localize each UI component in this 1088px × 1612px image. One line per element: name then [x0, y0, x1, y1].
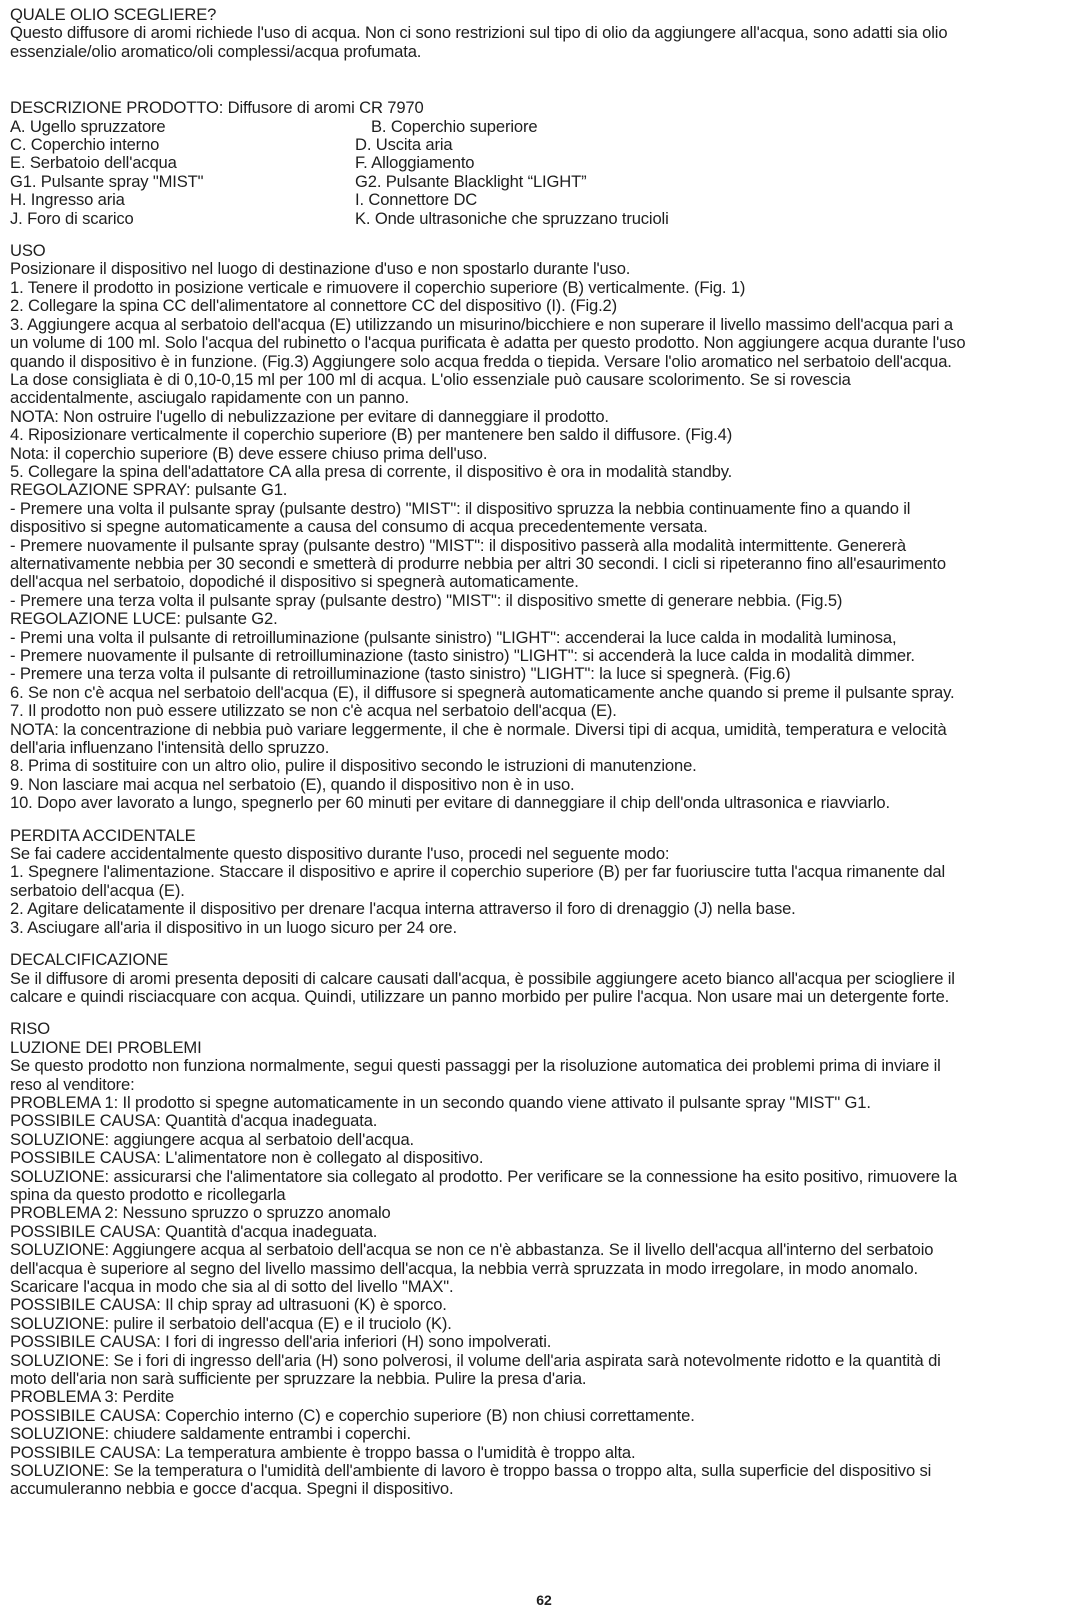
- text-line: 10. Dopo aver lavorato a lungo, spegnerlo per 60 minuti per evitare di danneggiare il chip dell'onda ultrasonica e riavviarlo.: [10, 793, 890, 813]
- uso-heading: USO: [10, 241, 46, 261]
- part-d: D. Uscita aria: [355, 135, 453, 155]
- description-section: [10, 99, 1076, 228]
- text-line: accidentalmente, asciugalo rapidamente con un panno.: [10, 388, 410, 408]
- text-line: Questo diffusore di aromi richiede l'uso di acqua. Non ci sono restrizioni sul tipo di olio da aggiungere all'acqua, sono adatti sia olio: [10, 23, 948, 43]
- text-line: calcare e quindi risciacquare con acqua. Quindi, utilizzare un panno morbido per pulire l'acqua. Non usare mai un detergente forte.: [10, 986, 950, 1006]
- text-line: Scaricare l'acqua in modo che sia al di sotto del livello "MAX".: [10, 1277, 454, 1296]
- uso-body: [10, 260, 1076, 812]
- text-line: Se fai cadere accidentalmente questo dispositivo durante l'uso, procedi nel seguente modo:: [10, 844, 670, 864]
- descaling-section: [10, 951, 1076, 1006]
- text-line: alternativamente nebbia per 30 secondi e smetterà di produrre nebbia per altri 30 secondi. I cicli si ripeteranno fino all'esaurimento: [10, 553, 946, 573]
- text-line: SOLUZIONE: Se i fori di ingresso dell'aria (H) sono polverosi, il volume dell'aria aspirata sarà notevolmente ridotto e la quantità di: [10, 1350, 941, 1370]
- text-line: un volume di 100 ml. Solo l'acqua del rubinetto o l'acqua purificata è adatta per questo prodotto. Non aggiungere acqua durante l'uso: [10, 333, 966, 353]
- text-line: POSSIBILE CAUSA: Coperchio interno (C) e coperchio superiore (B) non chiusi correttamente.: [10, 1405, 695, 1425]
- part-g1: G1. Pulsante spray "MIST": [10, 171, 204, 191]
- part-a: A. Ugello spruzzatore: [10, 116, 166, 136]
- text-line: 1. Tenere il prodotto in posizione verticale e rimuovere il coperchio superiore (B) verticalmente. (Fig. 1): [10, 277, 746, 297]
- text-line: POSSIBILE CAUSA: La temperatura ambiente è troppo bassa o l'umidità è troppo alta.: [10, 1442, 636, 1462]
- text-line: 7. Il prodotto non può essere utilizzato se non c'è acqua nel serbatoio dell'acqua (E).: [10, 701, 617, 721]
- troubleshooting-section: [10, 1020, 1076, 1499]
- text-line: Posizionare il dispositivo nel luogo di destinazione d'uso e non spostarlo durante l'uso.: [10, 259, 631, 279]
- text-line: SOLUZIONE: Aggiungere acqua al serbatoio dell'acqua se non ce n'è abbastanza. Se il livello dell'acqua all'interno del serbatoio: [10, 1240, 934, 1260]
- uso-section: [10, 242, 1076, 813]
- oil-body: [10, 24, 1076, 61]
- text-line: PROBLEMA 3: Perdite: [10, 1387, 175, 1407]
- text-line: Se il diffusore di aromi presenta depositi di calcare causati dall'acqua, è possibile aggiungere aceto bianco all'acqua per sciogliere il: [10, 968, 955, 988]
- text-line: POSSIBILE CAUSA: L'alimentatore non è collegato al dispositivo.: [10, 1148, 484, 1168]
- part-c: C. Coperchio interno: [10, 135, 160, 155]
- drop-body: [10, 845, 1076, 937]
- text-line: REGOLAZIONE SPRAY: pulsante G1.: [10, 480, 288, 500]
- troubleshooting-heading-1: RISO: [10, 1019, 50, 1039]
- part-b: B. Coperchio superiore: [371, 116, 538, 136]
- text-line: - Premere una volta il pulsante spray (pulsante destro) "MIST": il dispositivo spruzza la nebbia continuamente fino a quando il: [10, 498, 911, 518]
- text-line: dell'acqua è superiore al segno del livello massimo dell'acqua, la nebbia verrà spruzzata in modo irregolare, in modo anomalo.: [10, 1258, 918, 1278]
- text-line: SOLUZIONE: assicurarsi che l'alimentatore sia collegato al prodotto. Per verificare se la connessione ha esito positivo, rimuovere la: [10, 1166, 958, 1186]
- text-line: moto dell'aria non sarà sufficiente per spruzzare la nebbia. Pulire la presa d'aria.: [10, 1369, 587, 1389]
- text-line: - Premere nuovamente il pulsante di retroilluminazione (tasto sinistro) "LIGHT": si accenderà la luce calda in modalità dimmer.: [10, 646, 915, 665]
- text-line: 9. Non lasciare mai acqua nel serbatoio (E), quando il dispositivo non è in uso.: [10, 774, 575, 794]
- text-line: NOTA: la concentrazione di nebbia può variare leggermente, il che è normale. Diversi tipi di acqua, umidità, temperatura e velocità: [10, 719, 947, 739]
- text-line: 3. Aggiungere acqua al serbatoio dell'acqua (E) utilizzando un misurino/bicchiere e non superare il livello massimo dell'acqua pari a: [10, 314, 953, 334]
- text-line: PROBLEMA 2: Nessuno spruzzo o spruzzo anomalo: [10, 1203, 391, 1223]
- drop-heading: PERDITA ACCIDENTALE: [10, 825, 196, 845]
- text-line: 1. Spegnere l'alimentazione. Staccare il dispositivo e aprire il coperchio superiore (B) per far fuoriuscire tutta l'acqua rimanente dal: [10, 862, 946, 882]
- text-line: SOLUZIONE: pulire il serbatoio dell'acqua (E) e il truciolo (K).: [10, 1313, 452, 1333]
- description-heading: DESCRIZIONE PRODOTTO: Diffusore di aromi CR 7970: [10, 98, 424, 118]
- text-line: essenziale/olio aromatico/oli complessi/acqua profumata.: [10, 41, 422, 61]
- text-line: accumuleranno nebbia e gocce d'acqua. Spegni il dispositivo.: [10, 1479, 454, 1499]
- text-line: NOTA: Non ostruire l'ugello di nebulizzazione per evitare di danneggiare il prodotto.: [10, 406, 609, 426]
- drop-section: [10, 827, 1076, 937]
- text-line: serbatoio dell'acqua (E).: [10, 880, 185, 900]
- text-line: PROBLEMA 1: Il prodotto si spegne automaticamente in un secondo quando viene attivato il pulsante spray "MIST" G1.: [10, 1092, 871, 1112]
- text-line: 3. Asciugare all'aria il dispositivo in un luogo sicuro per 24 ore.: [10, 917, 457, 937]
- text-line: - Premere nuovamente il pulsante spray (pulsante destro) "MIST": il dispositivo passerà alla modalità intermittente. Genererà: [10, 535, 906, 555]
- descaling-heading: DECALCIFICAZIONE: [10, 950, 169, 970]
- manual-page: [10, 6, 1076, 1499]
- text-line: - Premere una terza volta il pulsante di retroilluminazione (tasto sinistro) "LIGHT": la luce si spegnerà. (Fig.6): [10, 664, 791, 684]
- part-j: J. Foro di scarico: [10, 208, 134, 228]
- part-i: I. Connettore DC: [355, 190, 478, 210]
- text-line: POSSIBILE CAUSA: Quantità d'acqua inadeguata.: [10, 1111, 378, 1131]
- part-g2: G2. Pulsante Blacklight “LIGHT”: [355, 171, 587, 191]
- text-line: Nota: il coperchio superiore (B) deve essere chiuso prima dell'uso.: [10, 443, 488, 463]
- oil-section: [10, 6, 1076, 61]
- text-line: - Premi una volta il pulsante di retroilluminazione (pulsante sinistro) "LIGHT": accenderai la luce calda in modalità luminosa,: [10, 627, 897, 647]
- text-line: POSSIBILE CAUSA: I fori di ingresso dell'aria inferiori (H) sono impolverati.: [10, 1332, 552, 1352]
- text-line: POSSIBILE CAUSA: Il chip spray ad ultrasuoni (K) è sporco.: [10, 1295, 447, 1315]
- text-line: 6. Se non c'è acqua nel serbatoio dell'acqua (E), il diffusore si spegnerà automaticamente anche quando si preme il pulsante spray.: [10, 682, 955, 702]
- text-line: 4. Riposizionare verticalmente il coperchio superiore (B) per mantenere ben saldo il diffusore. (Fig.4): [10, 425, 733, 445]
- text-line: POSSIBILE CAUSA: Quantità d'acqua inadeguata.: [10, 1221, 378, 1241]
- text-line: Se questo prodotto non funziona normalmente, segui questi passaggi per la risoluzione automatica dei problemi prima di inviare il: [10, 1056, 941, 1076]
- part-f: F. Alloggiamento: [355, 153, 475, 173]
- descaling-body: [10, 970, 1076, 1007]
- text-line: reso al venditore:: [10, 1074, 135, 1094]
- text-line: dispositivo si spegne automaticamente a causa del consumo di acqua precedentemente versata.: [10, 517, 708, 537]
- part-e: E. Serbatoio dell'acqua: [10, 153, 177, 173]
- part-h: H. Ingresso aria: [10, 190, 125, 210]
- text-line: 2. Collegare la spina CC dell'alimentatore al connettore CC del dispositivo (I). (Fig.2): [10, 296, 617, 316]
- troubleshooting-body: [10, 1057, 1076, 1499]
- text-line: 2. Agitare delicatamente il dispositivo per drenare l'acqua interna attraverso il foro di drenaggio (J) nella base.: [10, 899, 796, 919]
- text-line: REGOLAZIONE LUCE: pulsante G2.: [10, 609, 278, 629]
- text-line: SOLUZIONE: chiudere saldamente entrambi i coperchi.: [10, 1424, 411, 1444]
- text-line: SOLUZIONE: Se la temperatura o l'umidità dell'ambiente di lavoro è troppo bassa o troppo alta, sulla superficie del dispositivo si: [10, 1461, 932, 1481]
- text-line: 8. Prima di sostituire con un altro olio, pulire il dispositivo secondo le istruzioni di manutenzione.: [10, 756, 697, 776]
- text-line: La dose consigliata è di 0,10-0,15 ml per 100 ml di acqua. L'olio essenziale può causare scolorimento. Se si rovescia: [10, 369, 851, 389]
- page-number: 62: [536, 1592, 552, 1608]
- part-k: K. Onde ultrasoniche che spruzzano trucioli: [355, 208, 669, 228]
- parts-list: [10, 118, 1076, 228]
- text-line: - Premere una terza volta il pulsante spray (pulsante destro) "MIST": il dispositivo smette di generare nebbia. (Fig.5): [10, 590, 843, 610]
- text-line: dell'aria influenzano l'intensità dello spruzzo.: [10, 738, 330, 758]
- text-line: spina da questo prodotto e ricollegarla: [10, 1184, 286, 1204]
- troubleshooting-heading-2: LUZIONE DEI PROBLEMI: [10, 1037, 202, 1057]
- text-line: quando il dispositivo è in funzione. (Fig.3) Aggiungere solo acqua fredda o tiepida. Versare l'olio aromatico nel serbatoio dell'acqua.: [10, 351, 952, 371]
- text-line: dell'acqua nel serbatoio, dopodiché il dispositivo si spegnerà automaticamente.: [10, 572, 579, 592]
- text-line: 5. Collegare la spina dell'adattatore CA alla presa di corrente, il dispositivo è ora in modalità standby.: [10, 461, 733, 481]
- oil-heading: QUALE OLIO SCEGLIERE?: [10, 5, 217, 24]
- text-line: SOLUZIONE: aggiungere acqua al serbatoio dell'acqua.: [10, 1129, 415, 1149]
